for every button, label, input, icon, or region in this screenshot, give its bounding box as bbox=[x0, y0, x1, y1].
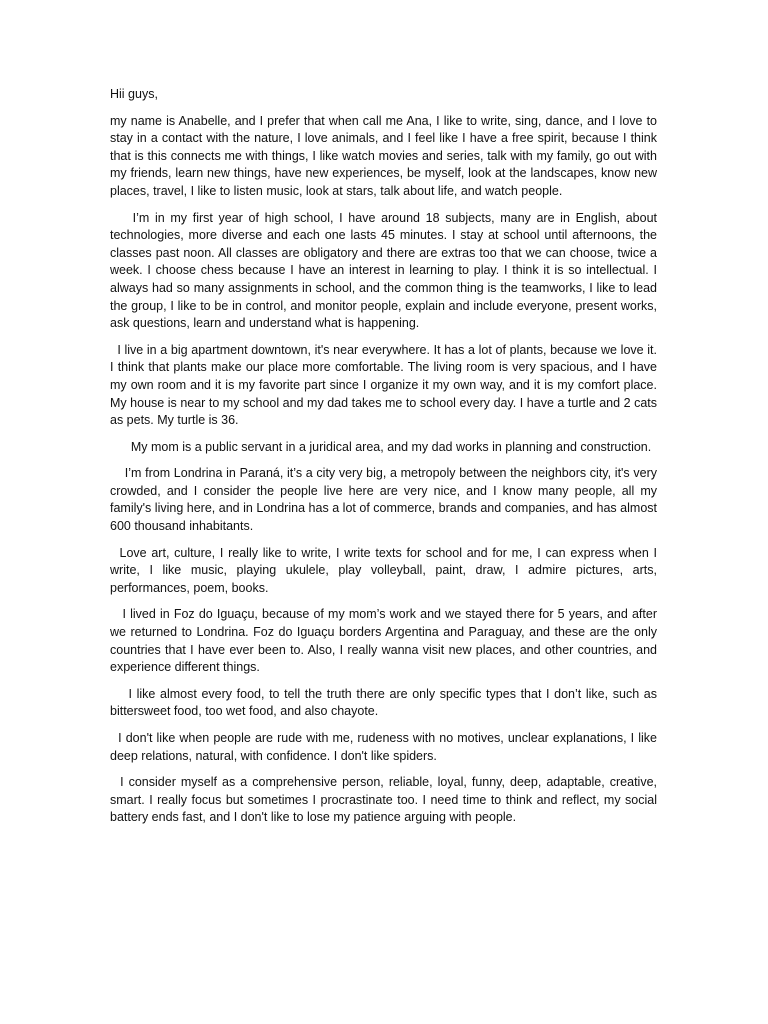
paragraph-intro: my name is Anabelle, and I prefer that when call me Ana, I like to write, sing, dance, and I love to stay in a contact with the nature, I love animals, and I feel like I have a free spirit, because I think that is this connects me with things, I like watch movies and series, talk with my family, go out with my friends, learn new things, have new experiences, be myself, look at the landscapes, know new places, travel, I like to listen music, look at stars, talk about life, and watch people. bbox=[110, 113, 661, 198]
paragraph-personality: I consider myself as a comprehensive person, reliable, loyal, funny, deep, adaptable, creative, smart. I really focus but sometimes I procrastinate too. I need time to think and reflect, my social battery ends fast, and I don't like to lose my patience arguing with people. bbox=[110, 775, 661, 825]
paragraph-travel: I lived in Foz do Iguaçu, because of my mom’s work and we stayed there for 5 years, and after we returned to Londrina. Foz do Iguaçu borders Argentina and Paraguay, and these are the only countries that I have ever been to. Also, I really wanna visit new places, and other countries, and experience different things. bbox=[110, 607, 661, 675]
paragraph-dislikes: I don't like when people are rude with me, rudeness with no motives, unclear explanations, I like deep relations, natural, with confidence. I don't like spiders. bbox=[110, 731, 661, 763]
paragraph-school: I’m in my first year of high school, I have around 18 subjects, many are in English, about technologies, more diverse and each one lasts 45 minutes. I stay at school until afternoons, the classes past noon. All classes are obligatory and there are extras too that we can choose, twice a week. I choose chess because I have an interest in learning to play. I think it is so intellectual. I always had so many assignments in school, and the common thing is the teamworks, I like to lead the group, I like to be in control, and monitor people, explain and include everyone, present works, ask questions, learn and understand what is happening. bbox=[110, 210, 661, 331]
paragraph-food: I like almost every food, to tell the truth there are only specific types that I don’t like, such as bittersweet food, too wet food, and also chayote. bbox=[110, 686, 661, 719]
paragraph-city: I’m from Londrina in Paraná, it’s a city very big, a metropoly between the neighbors city, it's very crowded, and I consider the people live here are very nice, and I know many people, all my family's living here, and in Londrina has a lot of commerce, brands and companies, and has almost 600 thousand inhabitants. bbox=[110, 466, 661, 534]
paragraph-parents: My mom is a public servant in a juridical area, and my dad works in planning and construction. bbox=[110, 439, 652, 454]
paragraph-hobbies: Love art, culture, I really like to write, I write texts for school and for me, I can express when I write, I like music, playing ukulele, play volleyball, paint, draw, I admire pictures, arts, performances, poem, books. bbox=[110, 545, 661, 595]
document-body bbox=[110, 86, 661, 836]
greeting: Hii guys, bbox=[110, 87, 158, 101]
paragraph-home: I live in a big apartment downtown, it's near everywhere. It has a lot of plants, because we love it. I think that plants make our place more comfortable. The living room is very spacious, and I have my own room and it is my favorite part since I organize it my own way, and it is my comfort place. My house is near to my school and my dad takes me to school every day. I have a turtle and 2 cats as pets. My turtle is 36. bbox=[110, 342, 661, 428]
